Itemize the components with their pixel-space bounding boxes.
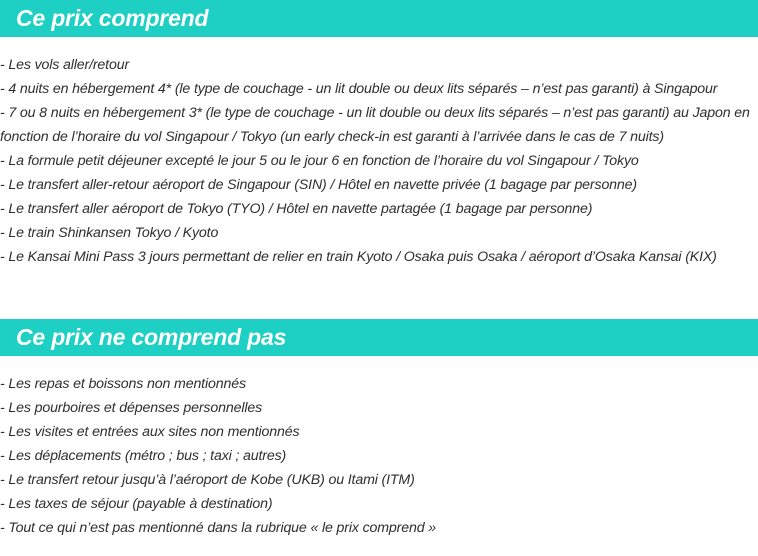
excluded-section-title: Ce prix ne comprend pas [16, 324, 287, 350]
excluded-item: - Les repas et boissons non mentionnés [0, 376, 246, 392]
included-item: - Le Kansai Mini Pass 3 jours permettant de relier en train Kyoto / Osaka puis Osaka / aéroport d’Osaka Kansai (KIX) [0, 249, 717, 265]
excluded-item: - Les taxes de séjour (payable à destination) [0, 496, 273, 512]
excluded-item: - Le transfert retour jusqu’à l’aéroport de Kobe (UKB) ou Itami (ITM) [0, 472, 415, 488]
included-item: - Le train Shinkansen Tokyo / Kyoto [0, 225, 219, 241]
excluded-item: - Les pourboires et dépenses personnelles [0, 400, 263, 416]
included-items-list [0, 53, 756, 269]
excluded-item: - Tout ce qui n’est pas mentionné dans la rubrique « le prix comprend » [0, 520, 436, 536]
excluded-item: - Les déplacements (métro ; bus ; taxi ; autres) [0, 448, 287, 464]
included-item: - 4 nuits en hébergement 4* (le type de couchage - un lit double ou deux lits séparés – n’est pas garanti) à Singapour [0, 81, 718, 97]
included-item: - Le transfert aller aéroport de Tokyo (TYO) / Hôtel en navette partagée (1 bagage par personne) [0, 201, 593, 217]
excluded-section-header [0, 319, 758, 356]
included-item: - Le transfert aller-retour aéroport de Singapour (SIN) / Hôtel en navette privée (1 bagage par personne) [0, 177, 637, 193]
included-section-header [0, 0, 758, 37]
included-item: - Les vols aller/retour [0, 57, 130, 73]
excluded-item: - Les visites et entrées aux sites non mentionnés [0, 424, 300, 440]
included-item: - La formule petit déjeuner excepté le jour 5 ou le jour 6 en fonction de l’horaire du vol Singapour / Tokyo [0, 153, 639, 169]
excluded-items-list [0, 372, 756, 540]
included-section-title: Ce prix comprend [16, 5, 209, 31]
included-item: - 7 ou 8 nuits en hébergement 3* (le type de couchage - un lit double ou deux lits séparés – n’est pas garanti) au Japon en fonction de l’horaire du vol Singapour / Tokyo (un early check-in est garanti à l’arrivée dans le cas de 7 nuits) [0, 105, 750, 145]
